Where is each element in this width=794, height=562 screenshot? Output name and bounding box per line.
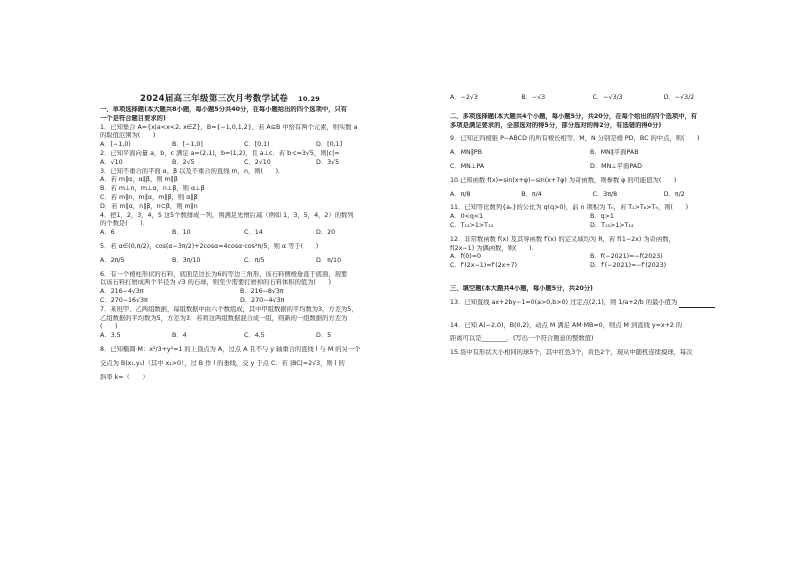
question-6-cont: 以该石料打磨成两个半径为 √3 的石球，则至少需要打磨掉的石料体积的值为( ) — [100, 279, 332, 287]
question-7-cont2: ( ) — [100, 323, 118, 331]
question-8-cont: 交点为 B(x₁,y₁)（其中 x₁>0），过 B 作 l 的垂线，交 y 于点 C．若 |BC|=2√3，则 l 的 — [100, 359, 345, 367]
question-7-cont: 乙组数据的平均数为5，方差为3．若将这两组数据混合成一组，则新的一组数据的方差为 — [100, 314, 348, 322]
question-1-options — [100, 141, 390, 150]
title-text: 2024届高三年级第三次月考数学试卷 — [140, 94, 289, 104]
question-3-option-d: D．若 m∥α，n∥β，n⊂β，则 m∥n — [100, 202, 198, 210]
option: B．3π/10 — [172, 256, 201, 264]
spacer — [450, 271, 735, 285]
question-9-options-row2 — [450, 163, 735, 172]
question-6-options-row2 — [100, 297, 390, 306]
question-4-cont: 的个数是( )． — [100, 220, 149, 228]
option: D．20 — [316, 229, 336, 237]
question-9: 9．已知正四棱锥 P−ABCD 的所有棱长相等，M，N 分别是棱 PD，BC 的中点，则( ) — [450, 135, 700, 143]
option: D．270−4√3π — [240, 296, 285, 304]
left-column — [100, 106, 390, 382]
option: D．π/10 — [316, 256, 342, 264]
question-4: 4．把1，2，3，4，5 这5个数排成一列，则满足先增后减（例如 1，3，5，4，2）的数列 — [100, 211, 354, 219]
option: A．[−1,0) — [100, 141, 131, 149]
question-11-options-row2 — [450, 222, 735, 231]
option: D．T₁₃>1>T₁₄ — [590, 221, 634, 229]
option: B．π/4 — [521, 190, 542, 198]
option: A．MN∥PB — [450, 149, 483, 157]
option: A．0<q<1 — [450, 213, 484, 221]
exam-date: 10.29 — [298, 95, 321, 103]
option: B．f(−2021)=−f(2023) — [590, 253, 663, 261]
option: A．2π/5 — [100, 256, 125, 264]
option: C．T₁₂>1>T₁₃ — [450, 221, 494, 229]
question-15: 15.袋中有形状大小相同的球5个，其中红色3个，黄色2个，现从中随机连续摸球，每次 — [450, 349, 693, 357]
question-8-cont2: 斜率 k=（ ） — [100, 373, 149, 381]
question-13 — [450, 299, 735, 308]
option: C．−√3/3 — [592, 94, 623, 101]
section-1-heading: 一、单项选择题(本大题共8小题，每小题5分共40分，在每小题给出的四个选项中，只有 — [100, 106, 348, 113]
option: B．[−1,0] — [172, 141, 203, 149]
option: C．[0,1) — [244, 141, 270, 149]
option: D．f′(−2021)=−f′(2023) — [590, 262, 667, 270]
question-14: 14．已知 A(−2,0)，B(0,2)，动点 M 满足 AM·MB=0，则点 M 到直线 y=x+2 的 — [450, 321, 683, 329]
question-11: 11．已知等比数列{aₙ}的公比为 q(q>0)，前 n 项积为 Tₙ，若 T₁>T₈>T₉，则( ) — [450, 204, 689, 212]
question-2: 2．已知平面向量 a，b，c 满足 a=(2,1)，b=(1,2)，且 a⊥c．若 b·c=3√5，则|c|= — [100, 149, 340, 157]
question-3-option-b: B．若 m⊥n，m⊥α，n⊥β，则 α⊥β — [100, 185, 205, 193]
section-1-heading-cont: 一个是符合题目要求的) — [100, 114, 166, 122]
question-10-options — [450, 191, 735, 200]
question-4-options — [100, 229, 390, 238]
question-8-options — [450, 94, 735, 103]
option: D．π/2 — [663, 190, 685, 198]
spacer — [450, 308, 735, 322]
option: B．2√5 — [172, 158, 195, 166]
question-1: 1．已知集合 A={x|a<x<2, x∈Z}，B={−1,0,1,2}，若 A⊆B 中恰有两个元素，则实数 a — [100, 123, 358, 131]
right-column — [450, 92, 735, 358]
option: B．MN∥平面PAB — [590, 149, 639, 157]
option: B．10 — [172, 229, 191, 237]
option: A．f(0)=0 — [450, 253, 482, 261]
option: D．3√5 — [316, 158, 340, 166]
exam-title — [140, 92, 320, 104]
option: C．f′(2x−1)=f′(2x+7) — [450, 262, 518, 270]
question-3-option-c: C．若 m∥n，m∥α，m∥β，则 α∥β — [100, 193, 198, 201]
option: A．√10 — [100, 158, 123, 166]
question-12-cont: f(2x−1) 为偶函数，则( )． — [450, 244, 538, 252]
option: C．π/5 — [244, 256, 265, 264]
option: B．q>1 — [590, 213, 614, 221]
option: D．[0,1] — [316, 141, 343, 149]
question-12-options-row2 — [450, 262, 735, 271]
option: B．−√3 — [521, 94, 546, 101]
question-14-cont: 距离可以是________．(写出一个符合题意的整数值) — [450, 335, 594, 343]
question-2-options — [100, 159, 390, 168]
section-2-heading-cont: 多项是满足要求的，全部选对的得5分，部分选对的得2分，有选错的得0分) — [450, 121, 662, 129]
option: C．14 — [244, 229, 263, 237]
option: A．3.5 — [100, 332, 121, 340]
question-5: 5．若 α∈(0,π/2)，cos(α−3π/2)+2cosα=4cosα·cos²π/5，则 α 等于( ) — [100, 242, 319, 250]
question-6-options-row1 — [100, 288, 390, 297]
question-6: 6．有一个棱柱形状的石料，底面是边长为6的等边三角形，该石料侧棱垂直于底面，现要 — [100, 270, 348, 278]
question-8: 8．已知椭圆 M：x²/3+y²=1 的上顶点为 A，过点 A 且不与 y 轴重合的直线 l 与 M 的另一个 — [100, 345, 361, 353]
option: A．π/8 — [450, 190, 471, 198]
option: C．2√10 — [244, 158, 271, 166]
section-2-heading: 二、多项选择题(本大题共4个小题，每小题5分，共20分，在每个给出的四个选项中，有 — [450, 112, 698, 120]
question-3: 3．已知不重合的平面 α，β 以及不重合的直线 m，n，则( )． — [100, 167, 285, 175]
answer-blank — [679, 301, 715, 308]
question-12-options-row1 — [450, 253, 735, 262]
option: C．3π/8 — [592, 190, 618, 198]
question-7: 7．某班甲、乙两组数据，每组数据中由六个数组成，其中甲组数据的平均数为3，方差为5， — [100, 305, 358, 313]
question-5-options — [100, 257, 390, 266]
option: D．MN⊥平面PAD — [590, 162, 642, 170]
option: C．270−16√3π — [100, 296, 148, 304]
option: A．6 — [100, 229, 115, 237]
option: D．−√3/2 — [663, 94, 695, 101]
option: C．4.5 — [244, 332, 265, 340]
question-13-text: 13．已知直线 ax+2by−1=0(a>0,b>0) 过定点(2,1)，则 1/a+2/b 的最小值为 — [450, 298, 678, 306]
option: A．−2√3 — [450, 94, 478, 101]
option: D．5 — [316, 332, 332, 340]
option: B．216−8√3π — [240, 288, 284, 296]
question-3-option-a: A．若 m∥α，α∥β，则 m∥β — [100, 176, 178, 184]
question-12: 12．非常数函数 f(x) 及其导函数 f′(x) 的定义域均为 R，若 f(1−2x) 为奇函数， — [450, 235, 675, 243]
question-7-options — [100, 332, 390, 341]
question-1-cont: 的取值范围为( ) — [100, 132, 156, 140]
question-9-options-row1 — [450, 149, 735, 158]
section-3-heading: 三、填空题(本大题共4小题，每小题5分，共20分) — [450, 284, 593, 292]
option: A．216−4√3π — [100, 288, 144, 296]
question-11-options-row1 — [450, 213, 735, 222]
question-10: 10.已知函数 f(x)=sin(x+φ)−sin(x+7φ) 为奇函数，则参数 φ 的可能值为( ) — [450, 176, 677, 184]
option: C．MN⊥PA — [450, 162, 485, 170]
option: B．4 — [172, 332, 187, 340]
